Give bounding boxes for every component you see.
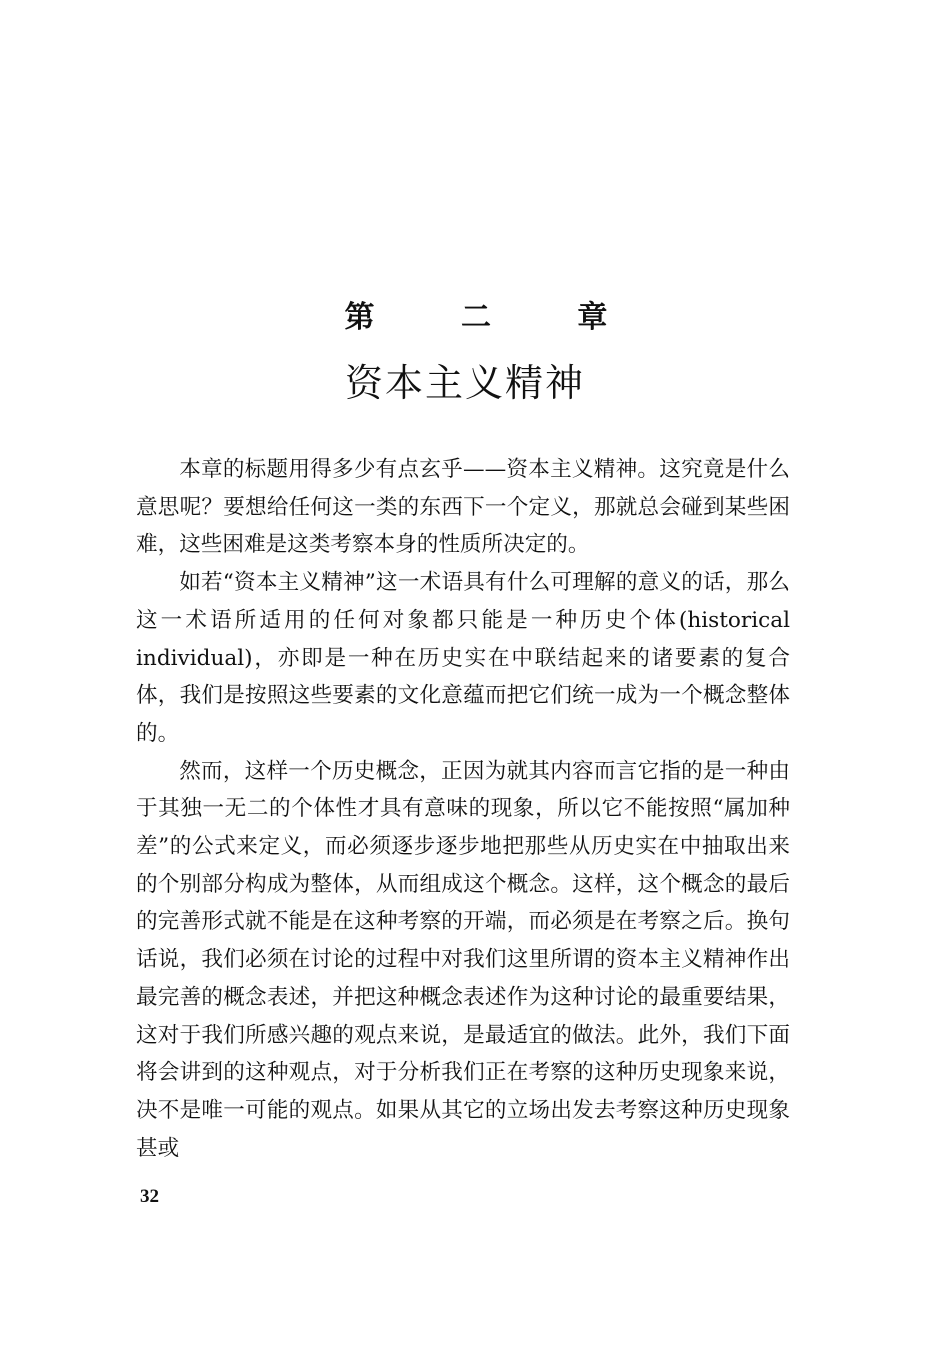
paragraph: 如若“资本主义精神”这一术语具有什么可理解的意义的话，那么这一术语所适用的任何对象都只能是一种历史个体(historical individual)，亦即是一种在历史实在中联结起来的诸要素的复合体，我们是按照这些要素的文化意蕴而把它们统一成为一个概念整体的。 bbox=[136, 570, 790, 746]
body-text bbox=[136, 451, 790, 1167]
page-number: 32 bbox=[140, 1186, 159, 1207]
paragraph: 然而，这样一个历史概念，正因为就其内容而言它指的是一种由于其独一无二的个体性才具有意味的现象，所以它不能按照“属加种差”的公式来定义，而必须逐步逐步地把那些从历史实在中抽取出来的个别部分构成为整体，从而组成这个概念。这样，这个概念的最后的完善形式就不能是在这种考察的开端，而必须是在考察之后。换句话说，我们必须在讨论的过程中对我们这里所谓的资本主义精神作出最完善的概念表述，并把这种概念表述作为这种讨论的最重要结果，这对于我们所感兴趣的观点来说，是最适宜的做法。此外，我们下面将会讲到的这种观点，对于分析我们正在考察的这种历史现象来说，决不是唯一可能的观点。如果从其它的立场出发去考察这种历史现象甚或 bbox=[136, 758, 790, 1161]
chapter-number: 第 二 章 bbox=[344, 300, 646, 335]
paragraph: 本章的标题用得多少有点玄乎——资本主义精神。这究竟是什么意思呢？要想给任何这一类的东西下一个定义，那就总会碰到某些困难，这些困难是这类考察本身的性质所决定的。 bbox=[136, 457, 790, 558]
chapter-title: 资本主义精神 bbox=[344, 361, 585, 405]
